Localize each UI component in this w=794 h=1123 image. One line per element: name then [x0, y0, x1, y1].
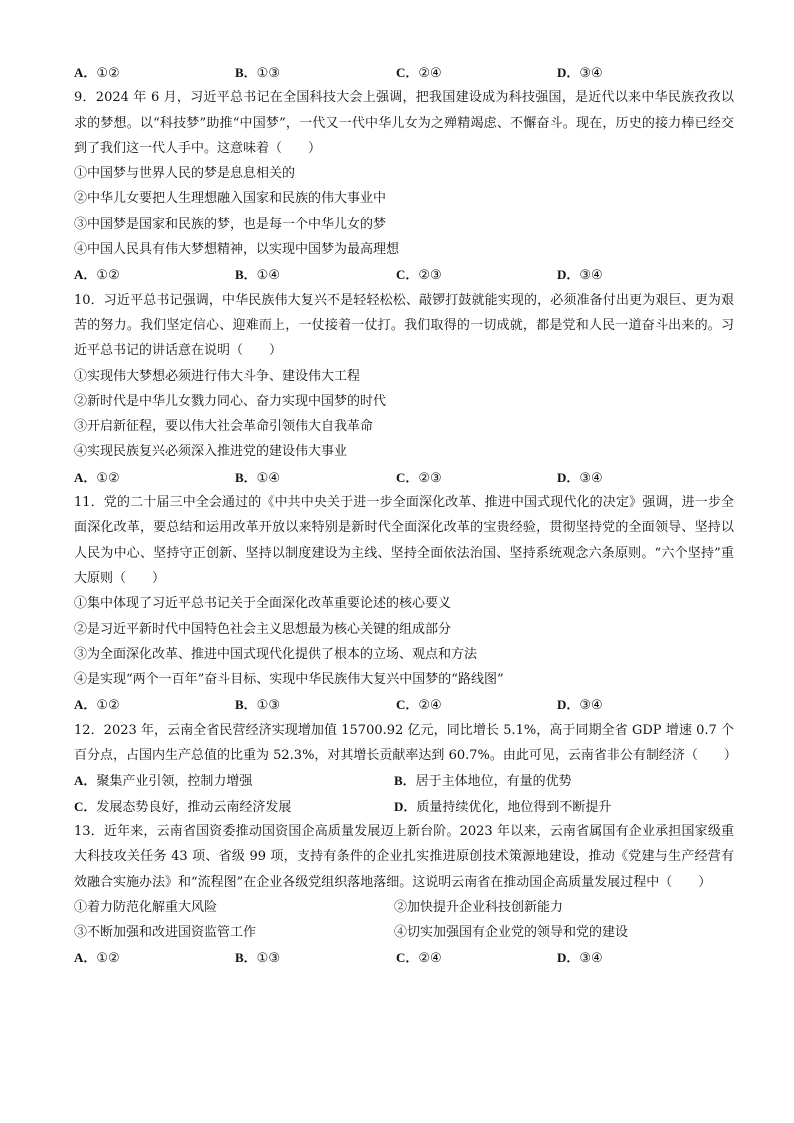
q9-option-a[interactable]: A．①②: [74, 267, 120, 284]
question-12: [74, 718, 737, 819]
q13-statements-row-2: [74, 920, 734, 945]
question-13: [74, 819, 734, 971]
q12-stem: 12．2023 年，云南全省民营经济实现增加值 15700.92 亿元，同比增长 5.1%，高于同期全省 GDP 增速 0.7 个百分点，占国内生产总值的比重为 52.3%，对其增长贡献率达到 60.7%。由此可见，云南省非公有制经济（ ）: [74, 722, 737, 764]
q10-option-a[interactable]: A．①②: [74, 469, 120, 486]
q10-statement-4: ④实现民族复兴必须深入推进党的建设伟大事业: [74, 444, 348, 460]
q13-option-a[interactable]: A．①②: [74, 950, 120, 967]
q11-option-c[interactable]: C．②④: [396, 697, 442, 714]
q11-stem: 11．党的二十届三中全会通过的《中共中央关于进一步全面深化改革、推进中国式现代化的决定》强调，进一步全面深化改革，要总结和运用改革开放以来特别是新时代全面深化改革的宝贵经验，贯彻坚持党的全面领导、坚持以人民为中心、坚持守正创新、坚持以制度建设为主线、坚持全面依法治国、坚持系统观念六条原则。“六个坚持”重大原则（ ）: [74, 495, 734, 586]
q8-option-b[interactable]: B．①③: [235, 65, 280, 81]
q13-statement-1: ①着力防范化解重大风险: [74, 899, 218, 915]
question-11: [74, 490, 734, 718]
q10-option-c[interactable]: C．②③: [396, 469, 442, 486]
q13-statement-4: ④切实加强国有企业党的领导和党的建设: [394, 925, 629, 941]
q12-option-a[interactable]: A．聚集产业引领，控制力增强: [74, 773, 253, 790]
q10-statement-3: ③开启新征程，要以伟大社会革命引领伟大自我革命: [74, 419, 374, 435]
q11-statement-3: ③为全面深化改革、推进中国式现代化提供了根本的立场、观点和方法: [74, 646, 478, 662]
question-9: [74, 85, 734, 287]
q11-option-d[interactable]: D．③④: [557, 697, 603, 714]
q9-stem: 9．2024 年 6 月，习近平总书记在全国科技大会上强调，把我国建设成为科技强国，是近代以来中华民族孜孜以求的梦想。以“科技梦”助推“中国梦”，一代又一代中华儿女为之殚精竭虑、不懈奋斗。现在，历史的接力棒已经交到了我们这一代人手中。这意味着（ ）: [74, 90, 734, 156]
q8-options: [74, 60, 734, 85]
question-10: [74, 288, 734, 490]
q13-option-d[interactable]: D．③④: [557, 950, 603, 967]
q12-option-d[interactable]: D．质量持续优化，地位得到不断提升: [394, 798, 612, 815]
q9-statement-2: ②中华儿女要把人生理想融入国家和民族的伟大事业中: [74, 191, 387, 207]
q9-options: [74, 262, 734, 287]
q13-statement-3: ③不断加强和改进国资监管工作: [74, 925, 257, 941]
q9-statement-3: ③中国梦是国家和民族的梦，也是每一个中华儿女的梦: [74, 216, 387, 232]
exam-page: [74, 60, 737, 971]
q10-statement-1: ①实现伟大梦想必须进行伟大斗争、建设伟大工程: [74, 368, 361, 384]
q8-option-c[interactable]: C．②④: [396, 65, 442, 81]
q10-option-b[interactable]: B．①④: [235, 469, 280, 486]
q12-option-b[interactable]: B．居于主体地位，有量的优势: [394, 773, 572, 790]
q10-options: [74, 465, 734, 490]
q11-option-a[interactable]: A．①②: [74, 697, 120, 714]
q13-statements-row-1: [74, 895, 734, 920]
q11-options: [74, 692, 734, 717]
q12-options-row-2: [74, 794, 734, 819]
q11-statement-2: ②是习近平新时代中国特色社会主义思想最为核心关键的组成部分: [74, 621, 452, 637]
q13-statement-2: ②加快提升企业科技创新能力: [394, 899, 564, 915]
q9-option-b[interactable]: B．①④: [235, 267, 280, 284]
q10-stem: 10．习近平总书记强调，中华民族伟大复兴不是轻轻松松、敲锣打鼓就能实现的，必须准备付出更为艰巨、更为艰苦的努力。我们坚定信心、迎难而上，一仗接着一仗打。我们取得的一切成就，都是党和人民一道奋斗出来的。习近平总书记的讲话意在说明（ ）: [74, 292, 734, 359]
q9-statement-1: ①中国梦与世界人民的梦是息息相关的: [74, 166, 296, 182]
q9-statement-4: ④中国人民具有伟大梦想精神，以实现中国梦为最高理想: [74, 242, 400, 258]
q13-options: [74, 945, 734, 970]
q8-option-a[interactable]: A．①②: [74, 65, 120, 81]
q11-option-b[interactable]: B．①③: [235, 697, 280, 714]
q13-option-c[interactable]: C．②④: [396, 950, 442, 967]
q13-stem: 13．近年来，云南省国资委推动国资国企高质量发展迈上新台阶。2023 年以来，云南省属国有企业承担国家级重大科技攻关任务 43 项、省级 99 项，支持有条件的企业扎实推进原创技术策源地建设，推动《党建与生产经营有效融合实施办法》和“流程图”在企业各级党组织落地落细。这说明云南省在推动国企高质量发展过程中（ ）: [74, 823, 734, 890]
q11-statement-1: ①集中体现了习近平总书记关于全面深化改革重要论述的核心要义: [74, 596, 452, 612]
q8-option-d[interactable]: D．③④: [557, 65, 603, 81]
q11-statement-4: ④是实现“两个一百年”奋斗目标、实现中华民族伟大复兴中国梦的“路线图”: [74, 672, 504, 688]
q10-statement-2: ②新时代是中华儿女戮力同心、奋力实现中国梦的时代: [74, 393, 387, 409]
q12-options-row-1: [74, 768, 734, 793]
q13-option-b[interactable]: B．①③: [235, 950, 280, 967]
q9-option-d[interactable]: D．③④: [557, 267, 603, 284]
q10-option-d[interactable]: D．③④: [557, 469, 603, 486]
q9-option-c[interactable]: C．②③: [396, 267, 442, 284]
q12-option-c[interactable]: C．发展态势良好，推动云南经济发展: [74, 798, 292, 815]
